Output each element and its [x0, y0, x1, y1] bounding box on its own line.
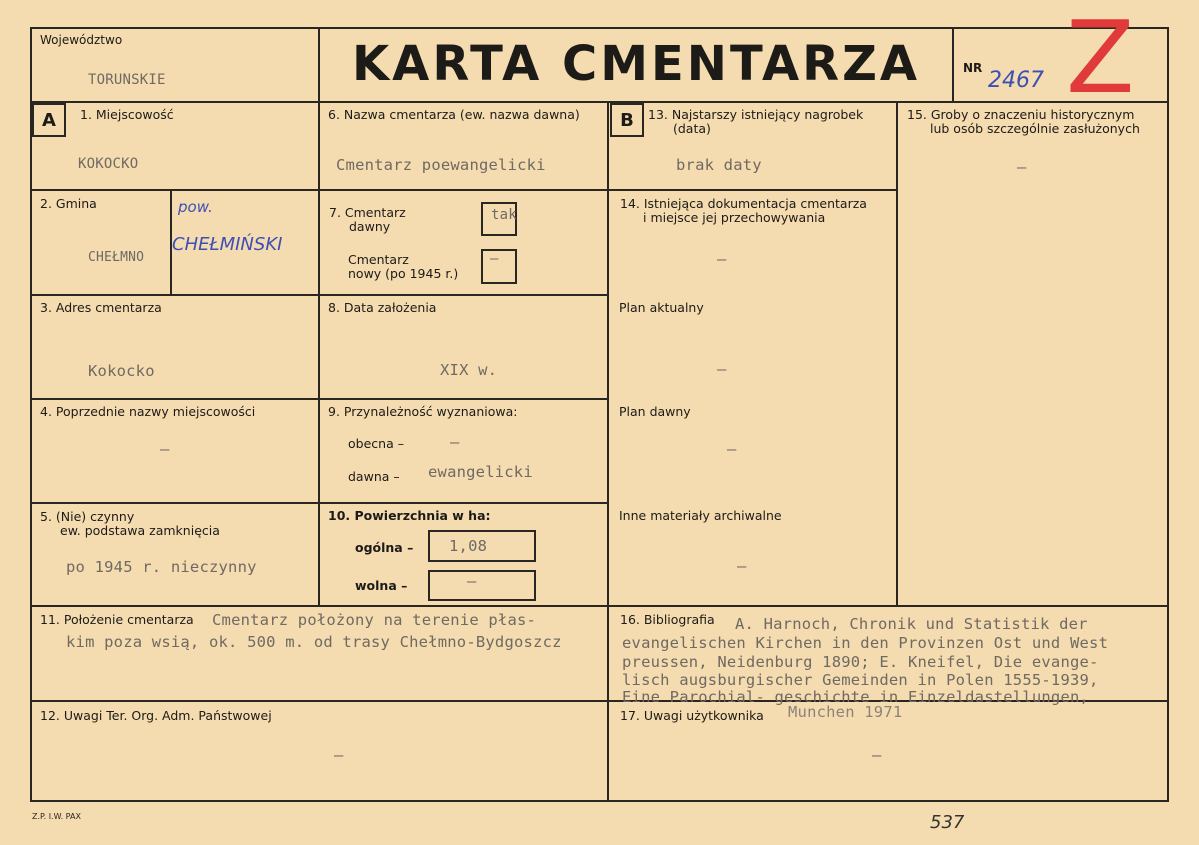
page-number: 537 — [930, 812, 965, 833]
f7b-label-1: Cmentarz — [348, 252, 409, 267]
f1-value: KOKOCKO — [78, 156, 139, 172]
f7-label-2: dawny — [349, 219, 391, 234]
f9-current-value: – — [450, 433, 460, 451]
archive-label: Inne materiały archiwalne — [619, 508, 782, 523]
f4-value: – — [160, 440, 170, 458]
corner-mark: Z — [1066, 0, 1135, 116]
card-title: KARTA CMENTARZA — [351, 36, 921, 92]
col-divider-b — [607, 101, 609, 801]
frame-bottom — [30, 800, 1169, 802]
f9-label: 9. Przynależność wyznaniowa: — [328, 404, 518, 419]
f13-label-1: 13. Najstarszy istniejący nagrobek — [648, 107, 864, 122]
f7-value: tak — [491, 207, 517, 223]
header-divider-1 — [318, 27, 320, 607]
f16-line4: lisch augsburgischer Gemeinden in Polen 1555-1939, — [622, 671, 1099, 689]
f14-value: – — [717, 250, 727, 268]
frame-top — [30, 27, 1169, 29]
row-line-5 — [30, 605, 1169, 607]
plan-current-label: Plan aktualny — [619, 300, 704, 315]
printer-mark: Z.P. I.W. PAX — [32, 812, 81, 821]
f14-label-1: 14. Istniejąca dokumentacja cmentarza — [620, 196, 867, 211]
f13-label-2: (data) — [673, 121, 711, 136]
f7-label-1: 7. Cmentarz — [329, 205, 406, 220]
f6-label: 6. Nazwa cmentarza (ew. nazwa dawna) — [328, 107, 580, 122]
f1-label: 1. Miejscowość — [80, 107, 174, 122]
f5-value: po 1945 r. nieczynny — [66, 558, 257, 576]
f2-pow-value: CHEŁMIŃSKI — [172, 234, 283, 255]
row-line-3 — [30, 398, 607, 400]
f10-free-box[interactable] — [428, 570, 536, 601]
row-line-2 — [30, 294, 607, 296]
f2-pow-label: pow. — [178, 198, 213, 216]
f11-label: 11. Położenie cmentarza — [40, 612, 194, 627]
plan-former-value: – — [727, 440, 737, 458]
section-b-marker: B — [610, 103, 644, 137]
f9-former-label: dawna – — [348, 469, 400, 484]
header-divider-2 — [952, 27, 954, 102]
plan-current-value: – — [717, 360, 727, 378]
f10-total-label: ogólna – — [355, 540, 414, 555]
frame-left — [30, 27, 32, 802]
f16-line3: preussen, Neidenburg 1890; E. Kneifel, Die evange- — [622, 653, 1099, 671]
f7b-checkbox[interactable] — [481, 249, 517, 284]
f16-line6: Munchen 1971 — [788, 703, 903, 721]
plan-former-label: Plan dawny — [619, 404, 691, 419]
f3-value: Kokocko — [88, 362, 155, 380]
f2-label: 2. Gmina — [40, 196, 97, 211]
voivodeship-value: TORUNSKIE — [88, 72, 166, 88]
f12-value: – — [334, 746, 344, 764]
f10-free-label: wolna – — [355, 578, 408, 593]
f13-value: brak daty — [676, 156, 762, 174]
row-line-4 — [30, 502, 607, 504]
f11-line1: Cmentarz położony na terenie płas- — [212, 611, 537, 629]
f16-line1: A. Harnoch, Chronik und Statistik der — [735, 615, 1088, 633]
f15-label-2: lub osób szczególnie zasłużonych — [930, 121, 1140, 136]
f9-current-label: obecna – — [348, 436, 404, 451]
f16-label: 16. Bibliografia — [620, 612, 715, 627]
f12-label: 12. Uwagi Ter. Org. Adm. Państwowej — [40, 708, 272, 723]
row-line-b1 — [607, 189, 896, 191]
f7b-value: – — [490, 251, 499, 267]
f17-value: – — [872, 746, 882, 764]
archive-value: – — [737, 557, 747, 575]
f3-label: 3. Adres cmentarza — [40, 300, 162, 315]
voivodeship-label: Województwo — [40, 33, 123, 47]
f17-label: 17. Uwagi użytkownika — [620, 708, 764, 723]
f5-label-2: ew. podstawa zamknięcia — [60, 523, 220, 538]
f9-former-value: ewangelicki — [428, 463, 533, 481]
f7b-label-2: nowy (po 1945 r.) — [348, 266, 459, 281]
f4-label: 4. Poprzednie nazwy miejscowości — [40, 404, 256, 419]
f8-value: XIX w. — [440, 361, 498, 379]
f8-label: 8. Data założenia — [328, 300, 437, 315]
frame-right — [1167, 27, 1169, 802]
f11-line2: kim poza wsią, ok. 500 m. od trasy Chełmno-Bydgoszcz — [66, 633, 562, 651]
f10-free-value: – — [467, 572, 477, 590]
f16-line2: evangelischen Kirchen in den Provinzen Ost und West — [622, 634, 1109, 652]
nr-value: 2467 — [988, 68, 1044, 93]
f15-label-1: 15. Groby o znaczeniu historycznym — [907, 107, 1135, 122]
f10-label: 10. Powierzchnia w ha: — [328, 508, 491, 523]
f15-value: – — [1017, 158, 1027, 176]
col-divider-15 — [896, 101, 898, 607]
f10-total-value: 1,08 — [449, 537, 488, 555]
f5-label-1: 5. (Nie) czynny — [40, 509, 135, 524]
section-a-marker: A — [32, 103, 66, 137]
f14-label-2: i miejsce jej przechowywania — [643, 210, 826, 225]
f16-line5: Eine Parochial- geschichte in Einzeldastellungen, — [622, 688, 1090, 706]
header-bottom — [30, 101, 1169, 103]
row-line-1 — [30, 189, 607, 191]
f6-value: Cmentarz poewangelicki — [336, 156, 546, 174]
f2-value: CHEŁMNO — [88, 250, 145, 265]
nr-label: NR — [963, 61, 983, 75]
